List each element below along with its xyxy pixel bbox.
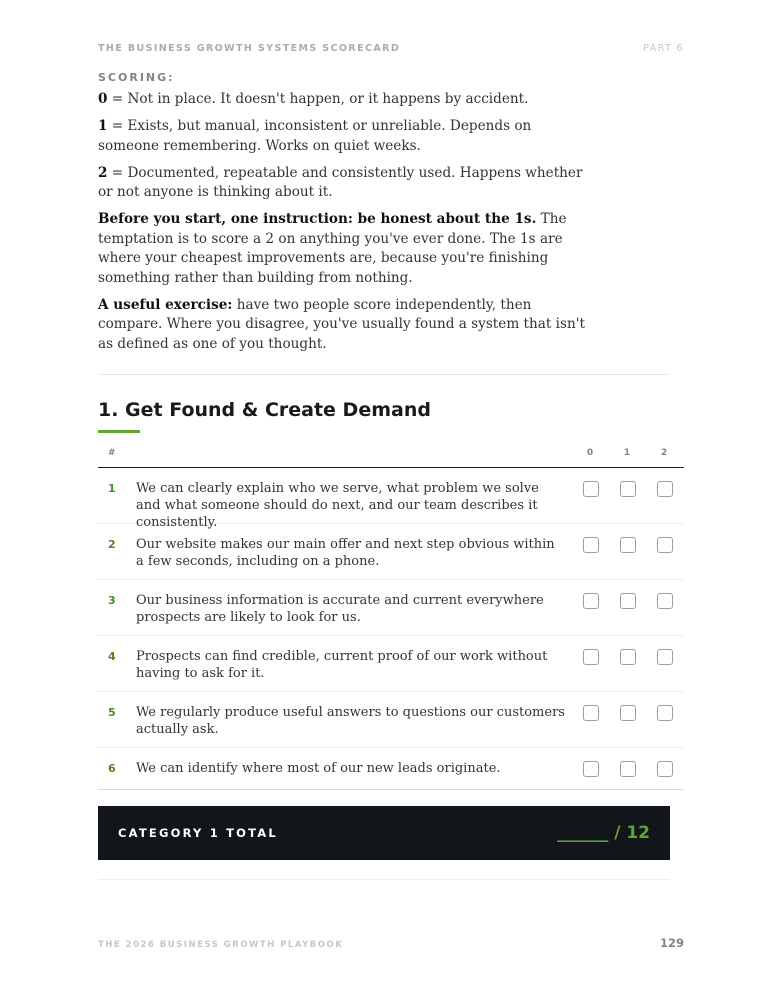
score-1-checkbox[interactable] — [620, 537, 636, 553]
score-0-checkbox[interactable] — [583, 649, 599, 665]
score-description: = Documented, repeatable and consistently used. Happens whether or not anyone is thinking about it. — [98, 164, 583, 200]
instruction-paragraph — [98, 210, 588, 288]
exercise-text: have two people score independently, then compare. Where you disagree, you've usually found a system that isn't as defined as one of you thought. — [98, 296, 585, 352]
score-1-checkbox[interactable] — [620, 705, 636, 721]
running-header — [98, 43, 684, 54]
divider — [98, 879, 670, 880]
score-0-checkbox[interactable] — [583, 705, 599, 721]
item-statement: Prospects can find credible, current proof of our work without having to ask for it. — [136, 649, 548, 681]
score-1-checkbox[interactable] — [620, 481, 636, 497]
score-value: 2 — [98, 164, 108, 181]
column-header-score-2: 2 — [660, 448, 668, 458]
category-total-score: ______ / 12 — [557, 823, 650, 843]
score-1-checkbox[interactable] — [620, 593, 636, 609]
score-description: = Not in place. It doesn't happen, or it happens by accident. — [107, 91, 529, 107]
score-0-checkbox[interactable] — [583, 481, 599, 497]
divider — [98, 374, 670, 375]
table-row — [98, 524, 684, 580]
document-title: THE BUSINESS GROWTH SYSTEMS SCORECARD — [98, 43, 401, 54]
item-statement: We regularly produce useful answers to questions our customers actually ask. — [136, 705, 565, 737]
table-row — [98, 692, 684, 748]
score-value: 0 — [98, 91, 108, 107]
column-header-number: # — [108, 448, 116, 458]
score-1-checkbox[interactable] — [620, 761, 636, 777]
page-number: 129 — [659, 936, 684, 950]
scorecard-table — [98, 440, 684, 790]
instruction-text: The temptation is to score a 2 on anything you've ever done. The 1s are where your cheapest improvements are, because you're finishing something rather than building from nothing. — [98, 211, 567, 286]
score-0-checkbox[interactable] — [583, 537, 599, 553]
item-statement: Our website makes our main offer and next step obvious within a few seconds, including on a phone. — [136, 537, 555, 569]
table-row — [98, 468, 684, 530]
item-statement: We can clearly explain who we serve, what problem we solve and what someone should do next, and our team describes it consistently. — [136, 481, 539, 530]
scoring-level-0 — [98, 90, 588, 110]
score-0-checkbox[interactable] — [583, 761, 599, 777]
score-2-checkbox[interactable] — [657, 705, 673, 721]
category-total-bar — [98, 806, 670, 860]
score-2-checkbox[interactable] — [657, 649, 673, 665]
title-underline — [98, 430, 140, 433]
scoring-heading: SCORING: — [98, 71, 175, 84]
page-footer — [98, 936, 684, 950]
instruction-lead: Before you start, one instruction: be honest about the 1s. — [98, 211, 537, 227]
item-number: 2 — [108, 538, 116, 551]
score-0-checkbox[interactable] — [583, 593, 599, 609]
scoring-level-1 — [98, 117, 588, 156]
item-statement: Our business information is accurate and current everywhere prospects are likely to look for us. — [136, 593, 544, 625]
score-1-checkbox[interactable] — [620, 649, 636, 665]
score-2-checkbox[interactable] — [657, 761, 673, 777]
score-2-checkbox[interactable] — [657, 593, 673, 609]
table-row — [98, 580, 684, 636]
score-value: 1 — [98, 118, 108, 134]
table-header — [98, 440, 684, 468]
score-2-checkbox[interactable] — [657, 537, 673, 553]
score-2-checkbox[interactable] — [657, 481, 673, 497]
column-header-score-0: 0 — [586, 448, 594, 458]
item-statement: We can identify where most of our new leads originate. — [136, 761, 501, 776]
item-number: 3 — [108, 594, 116, 607]
part-label: PART 6 — [643, 43, 684, 54]
item-number: 6 — [108, 762, 116, 775]
category-total-label: CATEGORY 1 TOTAL — [118, 826, 278, 840]
item-number: 5 — [108, 706, 116, 719]
scoring-intro — [98, 71, 588, 362]
section-title: 1. Get Found & Create Demand — [98, 399, 431, 421]
item-number: 4 — [108, 650, 116, 663]
column-header-score-1: 1 — [623, 448, 631, 458]
table-row — [98, 636, 684, 692]
book-title: THE 2026 BUSINESS GROWTH PLAYBOOK — [98, 940, 344, 950]
scoring-level-2 — [98, 164, 588, 203]
exercise-paragraph — [98, 296, 588, 355]
score-description: = Exists, but manual, inconsistent or unreliable. Depends on someone remembering. Works on quiet weeks. — [98, 118, 532, 154]
table-row — [98, 748, 684, 790]
exercise-lead: A useful exercise: — [98, 296, 233, 313]
item-number: 1 — [108, 482, 116, 495]
